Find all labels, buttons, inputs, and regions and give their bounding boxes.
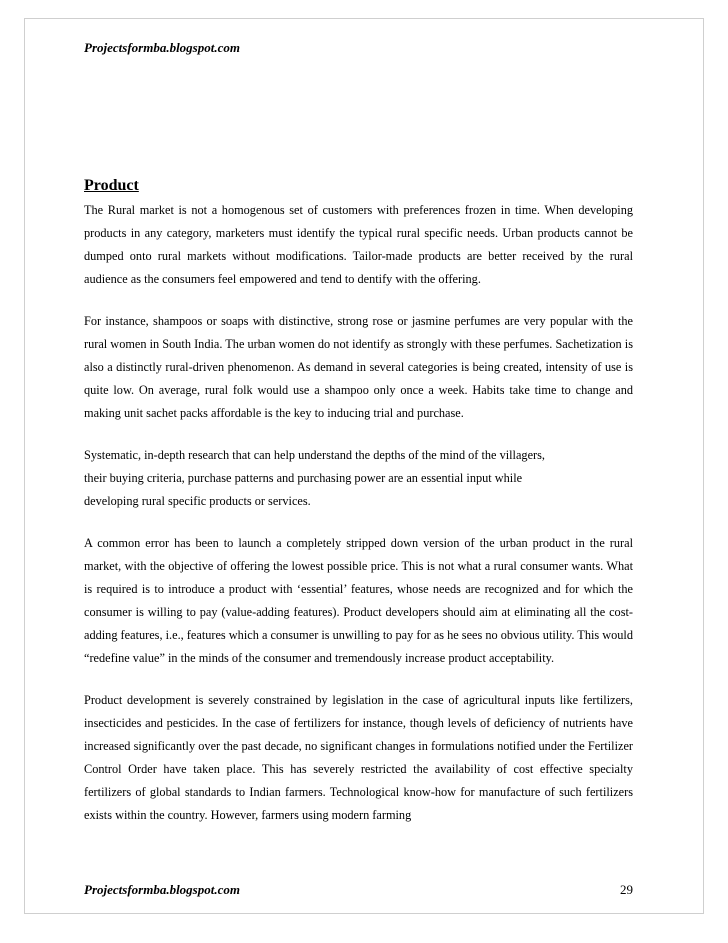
paragraph-4: A common error has been to launch a completely stripped down version of the urban product in the rural market, with the objective of offering the lowest possible price. This is not what a rural consumer wants. What is required is to introduce a product with ‘essential’ features, whose needs are recognized and for which the consumer is willing to pay (value-adding features). Product developers should aim at eliminating all the cost-adding features, i.e., features which a consumer is unwilling to pay for as he sees no obvious utility. This would “redefine value” in the minds of the consumer and tremendously increase product acceptability. [84, 536, 633, 665]
page-footer [84, 882, 633, 898]
paragraph-2: For instance, shampoos or soaps with distinctive, strong rose or jasmine perfumes are very popular with the rural women in South India. The urban women do not identify as strongly with these perfumes. Sachetization is also a distinctly rural-driven phenomenon. As demand in several categories is being created, intensity of use is quite low. On average, rural folk would use a shampoo only once a week. Habits take time to change and making unit sachet packs affordable is the key to inducing trial and purchase. [84, 314, 633, 420]
paragraph-3-line: Systematic, in-depth research that can help understand the depths of the mind of the villagers, [84, 448, 545, 462]
footer-source: Projectsformba.blogspot.com [84, 882, 240, 897]
page-number: 29 [620, 882, 633, 897]
section-title: Product [84, 177, 139, 194]
page-header: Projectsformba.blogspot.com [84, 40, 240, 55]
paragraph-3 [84, 444, 633, 513]
paragraph-5: Product development is severely constrained by legislation in the case of agricultural inputs like fertilizers, insecticides and pesticides. In the case of fertilizers for instance, though levels of deficiency of nutrients have increased significantly over the past decade, no significant changes in formulations notified under the Fertilizer Control Order have taken place. This has severely restricted the availability of cost effective specialty fertilizers of global standards to Indian farmers. Technological know-how for manufacture of such fertilizers exists within the country. However, farmers using modern farming [84, 693, 633, 822]
paragraph-3-line: their buying criteria, purchase patterns and purchasing power are an essential input while [84, 471, 523, 485]
paragraph-3-line: developing rural specific products or services. [84, 494, 311, 508]
paragraph-1: The Rural market is not a homogenous set of customers with preferences frozen in time. When developing products in any category, marketers must identify the typical rural specific needs. Urban products cannot be dumped onto rural markets without modifications. Tailor-made products are better received by the rural audience as the consumers feel empowered and tend to dentify with the offering. [84, 203, 633, 286]
document-body [84, 176, 633, 827]
